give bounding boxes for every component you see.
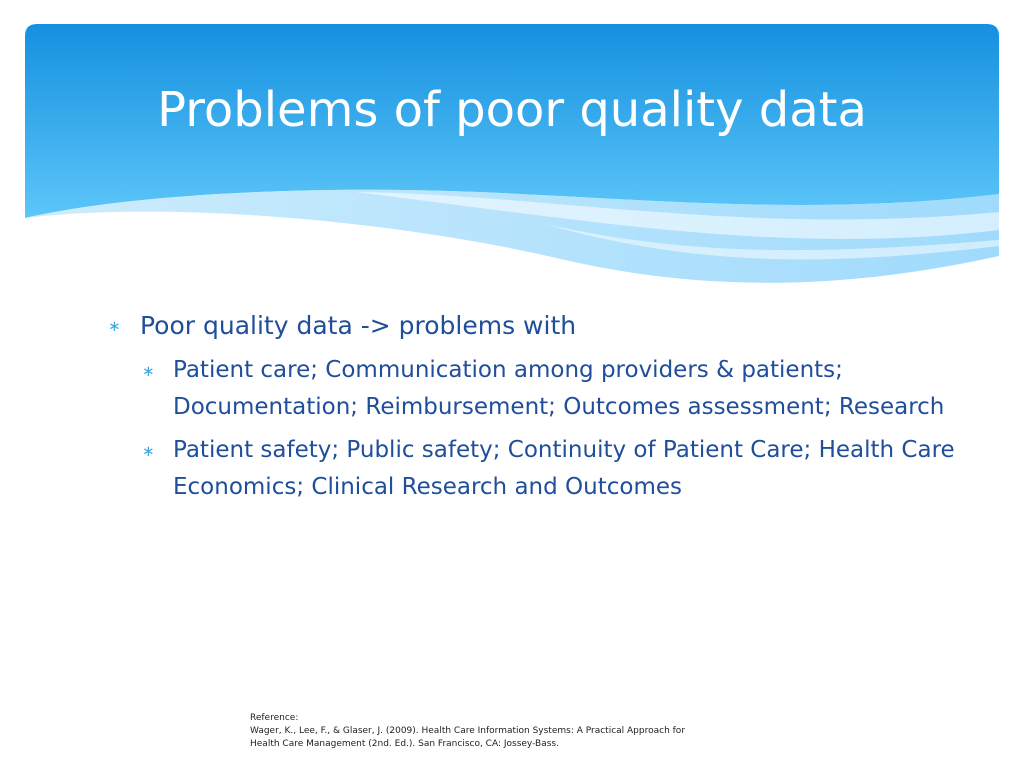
sub-bullet-text: Patient safety; Public safety; Continuity of Patient Care; Health Care Economics; Clinical Research and Outcomes [173,437,955,500]
reference-line: Wager, K., Lee, F., & Glaser, J. (2009). Health Care Information Systems: A Practical Approach for [250,726,686,736]
asterisk-bullet-icon: ∗ [108,317,121,335]
sub-bullet-item [108,352,968,426]
reference-note [250,712,770,751]
sub-bullet-text: Patient care; Communication among providers & patients; Documentation; Reimbursement; Outcomes assessment; Research [173,357,945,420]
wave-banner-graphic [25,24,999,294]
bullet-list [108,306,968,506]
reference-line: Health Care Management (2nd. Ed.). San Francisco, CA: Jossey-Bass. [250,739,559,749]
asterisk-bullet-icon: ∗ [142,362,155,380]
slide-title: Problems of poor quality data [157,82,867,138]
bullet-item [108,306,968,346]
sub-bullet-item [108,432,968,506]
title-banner [25,24,999,294]
bullet-text: Poor quality data -> problems with [140,311,577,340]
asterisk-bullet-icon: ∗ [142,442,155,460]
reference-label: Reference: [250,713,299,723]
